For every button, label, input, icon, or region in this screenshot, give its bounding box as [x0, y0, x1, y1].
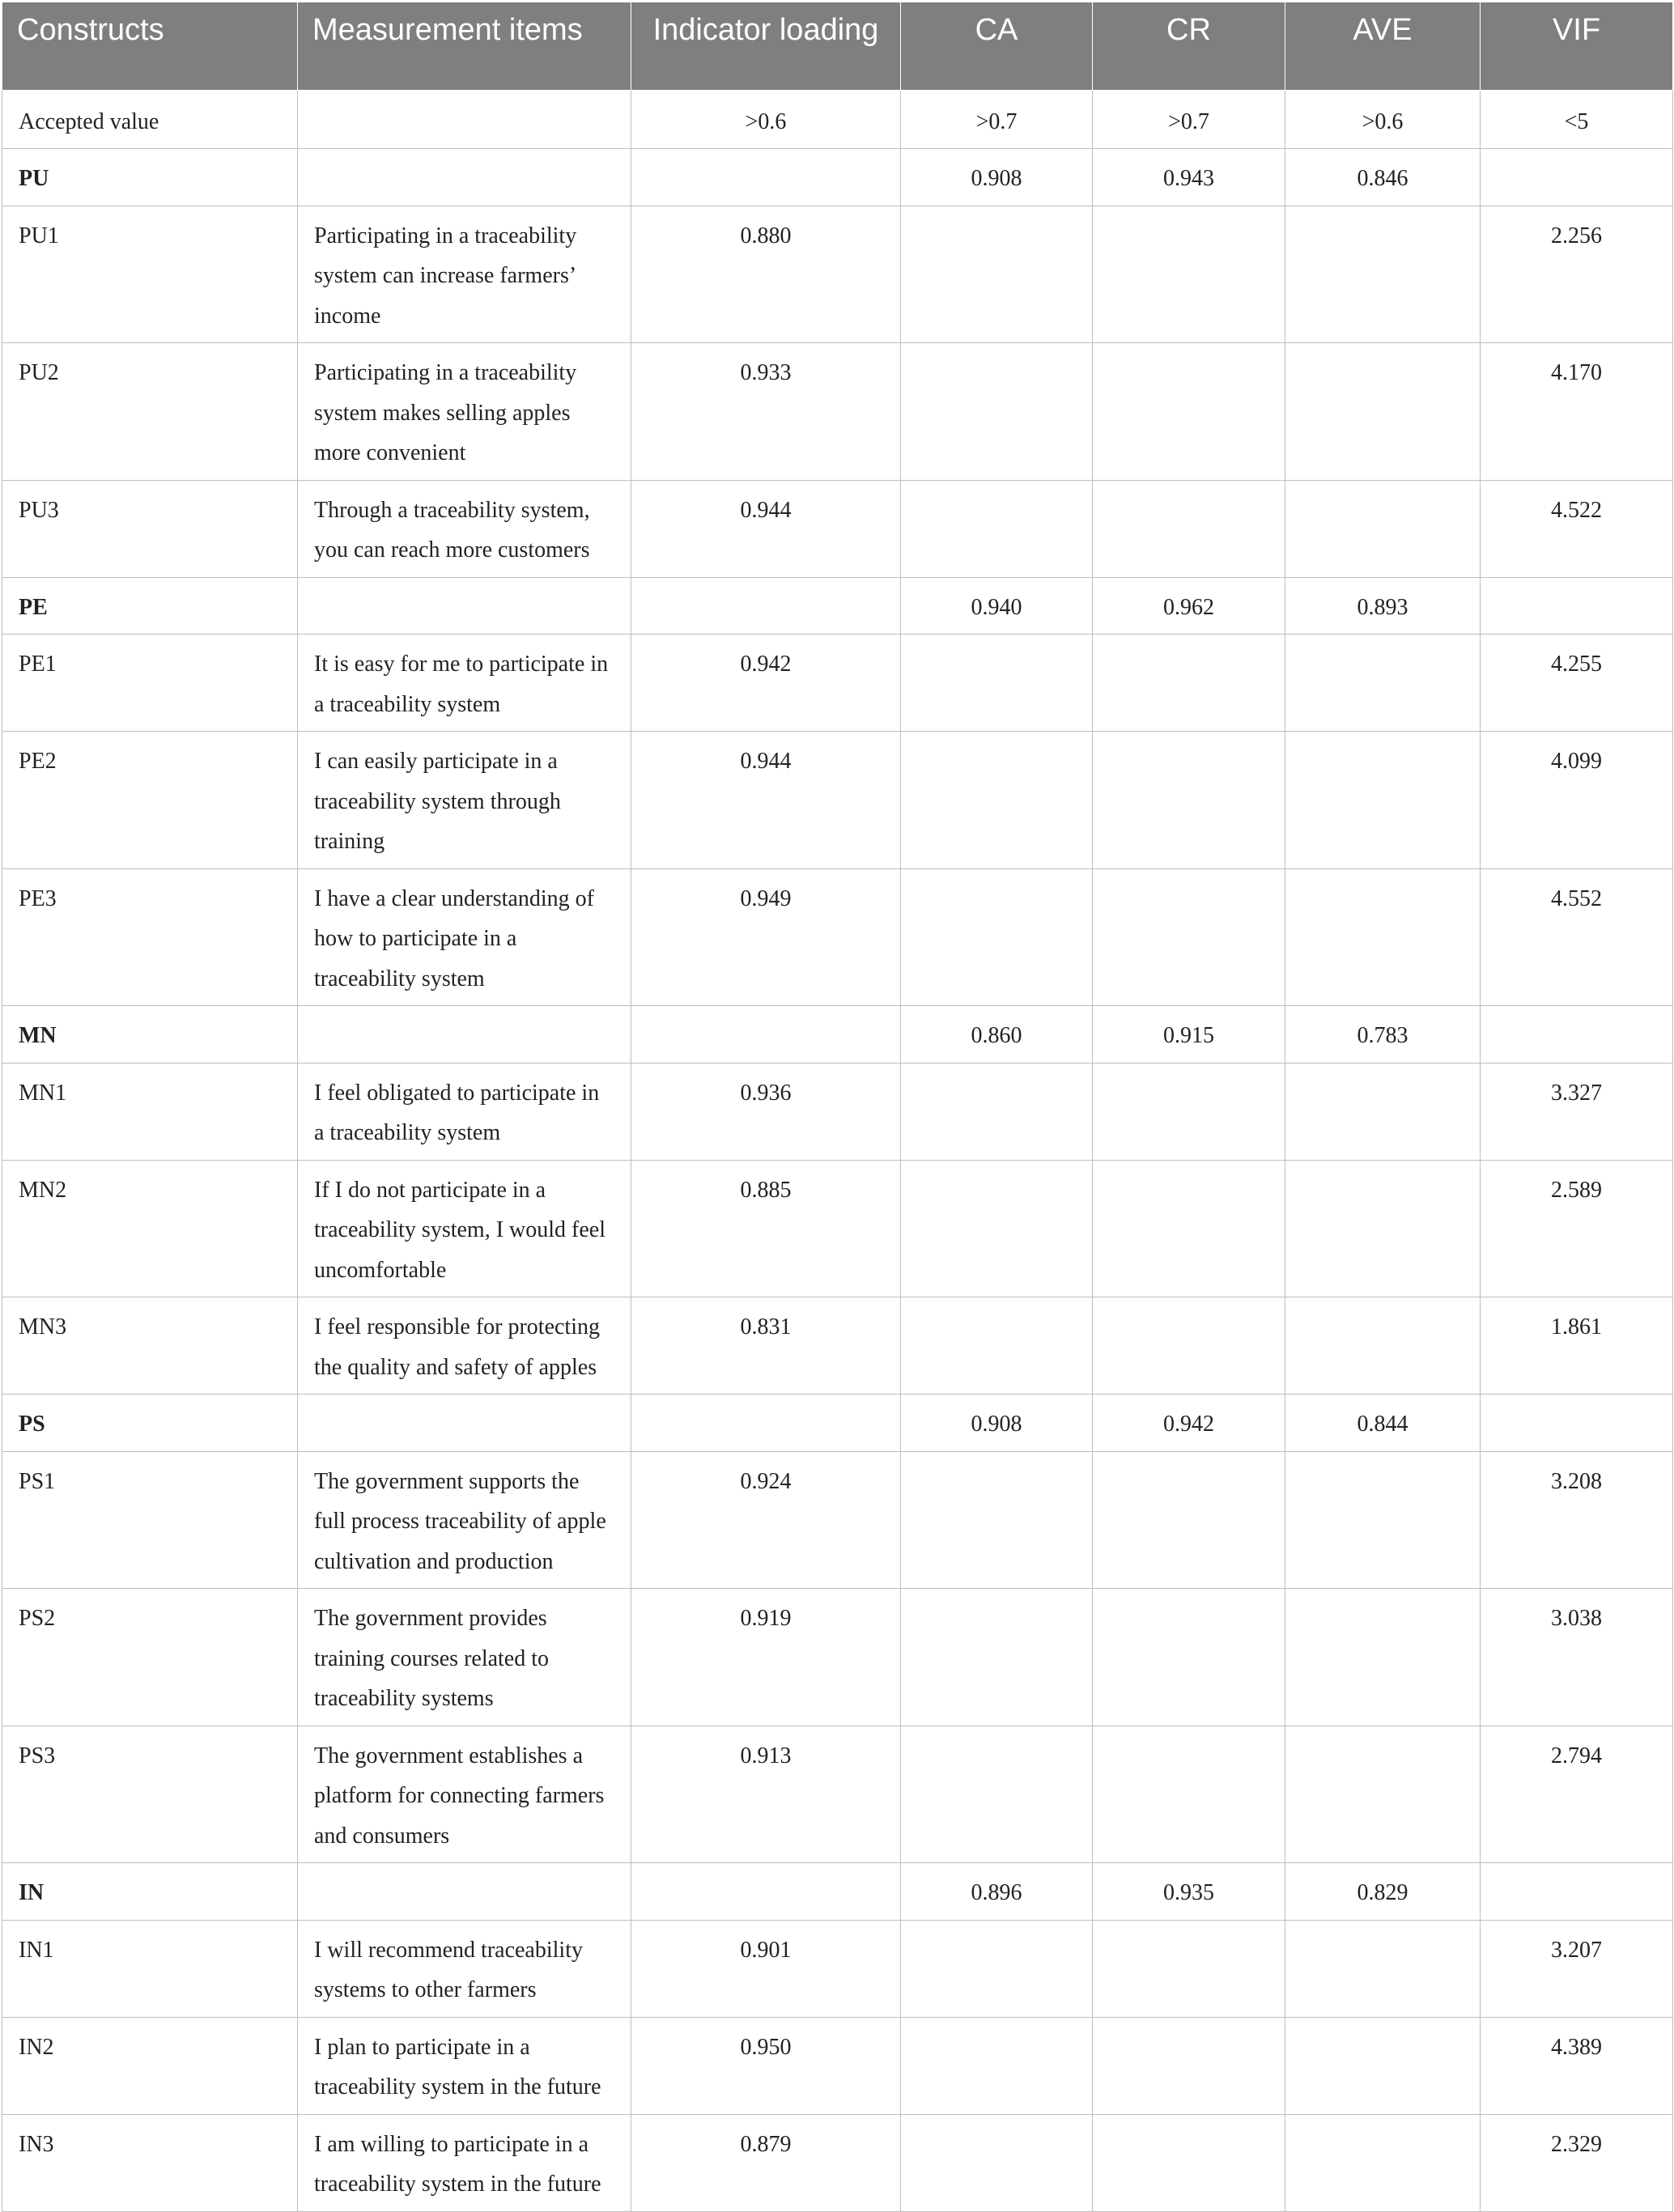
- item-vif: 3.038: [1481, 1589, 1673, 1726]
- construct-loading-cell: [631, 1395, 901, 1452]
- item-code: PU3: [2, 480, 298, 577]
- table-body: [2, 90, 1673, 2211]
- item-text: Through a traceability system, you can reach more customers: [298, 480, 631, 577]
- item-text: I feel responsible for protecting the quality and safety of apples: [298, 1297, 631, 1395]
- item-cr-cell: [1093, 206, 1285, 343]
- item-loading: 0.950: [631, 2017, 901, 2114]
- construct-row: [2, 1395, 1673, 1452]
- item-row: [2, 1726, 1673, 1863]
- item-text: The government establishes a platform for connecting farmers and consumers: [298, 1726, 631, 1863]
- item-text: I plan to participate in a traceability system in the future: [298, 2017, 631, 2114]
- header-indicator-loading: Indicator loading: [631, 2, 901, 90]
- construct-vif-cell: [1481, 577, 1673, 635]
- item-loading: 0.944: [631, 480, 901, 577]
- item-loading: 0.919: [631, 1589, 901, 1726]
- item-vif: 2.589: [1481, 1160, 1673, 1297]
- table-header: [2, 2, 1673, 90]
- construct-name: IN: [2, 1863, 298, 1921]
- item-row: [2, 732, 1673, 869]
- item-cr-cell: [1093, 1920, 1285, 2017]
- item-code: PS2: [2, 1589, 298, 1726]
- item-ca-cell: [901, 868, 1093, 1006]
- item-loading: 0.901: [631, 1920, 901, 2017]
- construct-name: PS: [2, 1395, 298, 1452]
- item-loading: 0.885: [631, 1160, 901, 1297]
- header-cr: CR: [1093, 2, 1285, 90]
- construct-ave: 0.893: [1285, 577, 1481, 635]
- item-loading: 0.880: [631, 206, 901, 343]
- item-code: PE2: [2, 732, 298, 869]
- item-loading: 0.942: [631, 635, 901, 732]
- item-row: [2, 635, 1673, 732]
- item-vif: 4.552: [1481, 868, 1673, 1006]
- item-row: [2, 206, 1673, 343]
- item-ave-cell: [1285, 2017, 1481, 2114]
- construct-cr: 0.915: [1093, 1006, 1285, 1064]
- item-cr-cell: [1093, 480, 1285, 577]
- construct-items-cell: [298, 577, 631, 635]
- item-loading: 0.831: [631, 1297, 901, 1395]
- item-cr-cell: [1093, 1451, 1285, 1589]
- construct-name: PU: [2, 149, 298, 206]
- item-cr-cell: [1093, 2017, 1285, 2114]
- item-code: PS1: [2, 1451, 298, 1589]
- item-ca-cell: [901, 1589, 1093, 1726]
- item-ca-cell: [901, 1160, 1093, 1297]
- item-ca-cell: [901, 2114, 1093, 2211]
- construct-name: MN: [2, 1006, 298, 1064]
- item-ave-cell: [1285, 480, 1481, 577]
- item-ave-cell: [1285, 206, 1481, 343]
- construct-loading-cell: [631, 577, 901, 635]
- item-vif: 4.170: [1481, 343, 1673, 481]
- item-text: If I do not participate in a traceability system, I would feel uncomfortable: [298, 1160, 631, 1297]
- construct-ave: 0.783: [1285, 1006, 1481, 1064]
- item-row: [2, 1063, 1673, 1160]
- item-ave-cell: [1285, 1726, 1481, 1863]
- item-vif: 3.327: [1481, 1063, 1673, 1160]
- construct-ca: 0.896: [901, 1863, 1093, 1921]
- item-ave-cell: [1285, 1451, 1481, 1589]
- item-ave-cell: [1285, 868, 1481, 1006]
- item-text: It is easy for me to participate in a traceability system: [298, 635, 631, 732]
- item-ca-cell: [901, 635, 1093, 732]
- item-loading: 0.913: [631, 1726, 901, 1863]
- item-code: IN3: [2, 2114, 298, 2211]
- item-cr-cell: [1093, 1297, 1285, 1395]
- construct-vif-cell: [1481, 1006, 1673, 1064]
- item-cr-cell: [1093, 1726, 1285, 1863]
- item-code: MN1: [2, 1063, 298, 1160]
- construct-row: [2, 1006, 1673, 1064]
- construct-cr: 0.943: [1093, 149, 1285, 206]
- item-loading: 0.944: [631, 732, 901, 869]
- construct-loading-cell: [631, 1863, 901, 1921]
- item-loading: 0.933: [631, 343, 901, 481]
- item-code: PE1: [2, 635, 298, 732]
- construct-cr: 0.942: [1093, 1395, 1285, 1452]
- item-ca-cell: [901, 1451, 1093, 1589]
- item-ave-cell: [1285, 635, 1481, 732]
- header-ca: CA: [901, 2, 1093, 90]
- construct-ave: 0.846: [1285, 149, 1481, 206]
- item-ca-cell: [901, 2017, 1093, 2114]
- item-code: PU1: [2, 206, 298, 343]
- construct-items-cell: [298, 1395, 631, 1452]
- construct-loading-cell: [631, 149, 901, 206]
- item-code: PS3: [2, 1726, 298, 1863]
- item-vif: 4.522: [1481, 480, 1673, 577]
- construct-ca: 0.860: [901, 1006, 1093, 1064]
- item-ave-cell: [1285, 1589, 1481, 1726]
- construct-row: [2, 577, 1673, 635]
- item-vif: 2.794: [1481, 1726, 1673, 1863]
- construct-cr: 0.935: [1093, 1863, 1285, 1921]
- item-ca-cell: [901, 206, 1093, 343]
- item-vif: 4.099: [1481, 732, 1673, 869]
- construct-vif-cell: [1481, 1395, 1673, 1452]
- item-cr-cell: [1093, 343, 1285, 481]
- construct-ca: 0.940: [901, 577, 1093, 635]
- item-row: [2, 1920, 1673, 2017]
- header-ave: AVE: [1285, 2, 1481, 90]
- construct-items-cell: [298, 1863, 631, 1921]
- item-ca-cell: [901, 480, 1093, 577]
- construct-vif-cell: [1481, 149, 1673, 206]
- accepted-items-cell: [298, 90, 631, 149]
- accepted-vif: <5: [1481, 90, 1673, 149]
- accepted-value-row: [2, 90, 1673, 149]
- header-measurement-items: Measurement items: [298, 2, 631, 90]
- accepted-ave: >0.6: [1285, 90, 1481, 149]
- item-row: [2, 1297, 1673, 1395]
- header-row: [2, 2, 1673, 90]
- item-vif: 2.329: [1481, 2114, 1673, 2211]
- item-vif: 4.389: [1481, 2017, 1673, 2114]
- item-row: [2, 1160, 1673, 1297]
- item-cr-cell: [1093, 635, 1285, 732]
- item-text: Participating in a traceability system can increase farmers’ income: [298, 206, 631, 343]
- item-text: I can easily participate in a traceability system through training: [298, 732, 631, 869]
- item-text: Participating in a traceability system makes selling apples more convenient: [298, 343, 631, 481]
- item-ave-cell: [1285, 732, 1481, 869]
- item-code: MN3: [2, 1297, 298, 1395]
- item-ca-cell: [901, 1297, 1093, 1395]
- item-text: I feel obligated to participate in a traceability system: [298, 1063, 631, 1160]
- item-ca-cell: [901, 732, 1093, 869]
- item-ave-cell: [1285, 343, 1481, 481]
- construct-ca: 0.908: [901, 149, 1093, 206]
- item-loading: 0.879: [631, 2114, 901, 2211]
- item-ave-cell: [1285, 1297, 1481, 1395]
- accepted-cr: >0.7: [1093, 90, 1285, 149]
- item-cr-cell: [1093, 868, 1285, 1006]
- construct-ca: 0.908: [901, 1395, 1093, 1452]
- item-ave-cell: [1285, 1160, 1481, 1297]
- item-row: [2, 343, 1673, 481]
- item-vif: 1.861: [1481, 1297, 1673, 1395]
- construct-cr: 0.962: [1093, 577, 1285, 635]
- item-row: [2, 868, 1673, 1006]
- accepted-label: Accepted value: [2, 90, 298, 149]
- item-text: The government supports the full process traceability of apple cultivation and production: [298, 1451, 631, 1589]
- item-cr-cell: [1093, 1589, 1285, 1726]
- item-ave-cell: [1285, 1920, 1481, 2017]
- accepted-ca: >0.7: [901, 90, 1093, 149]
- item-loading: 0.924: [631, 1451, 901, 1589]
- item-vif: 4.255: [1481, 635, 1673, 732]
- construct-items-cell: [298, 1006, 631, 1064]
- item-ave-cell: [1285, 1063, 1481, 1160]
- item-row: [2, 1451, 1673, 1589]
- header-vif: VIF: [1481, 2, 1673, 90]
- item-row: [2, 1589, 1673, 1726]
- item-vif: 3.207: [1481, 1920, 1673, 2017]
- item-cr-cell: [1093, 2114, 1285, 2211]
- accepted-loading: >0.6: [631, 90, 901, 149]
- header-constructs: Constructs: [2, 2, 298, 90]
- item-ca-cell: [901, 343, 1093, 481]
- construct-loading-cell: [631, 1006, 901, 1064]
- construct-ave: 0.844: [1285, 1395, 1481, 1452]
- item-text: I have a clear understanding of how to participate in a traceability system: [298, 868, 631, 1006]
- item-loading: 0.949: [631, 868, 901, 1006]
- item-cr-cell: [1093, 1160, 1285, 1297]
- item-code: IN1: [2, 1920, 298, 2017]
- item-code: PU2: [2, 343, 298, 481]
- measurement-table: [2, 2, 1673, 2212]
- item-loading: 0.936: [631, 1063, 901, 1160]
- item-ave-cell: [1285, 2114, 1481, 2211]
- item-code: IN2: [2, 2017, 298, 2114]
- item-vif: 2.256: [1481, 206, 1673, 343]
- item-text: The government provides training courses related to traceability systems: [298, 1589, 631, 1726]
- construct-vif-cell: [1481, 1863, 1673, 1921]
- construct-row: [2, 1863, 1673, 1921]
- item-row: [2, 2114, 1673, 2211]
- item-code: PE3: [2, 868, 298, 1006]
- item-text: I will recommend traceability systems to other farmers: [298, 1920, 631, 2017]
- item-code: MN2: [2, 1160, 298, 1297]
- construct-name: PE: [2, 577, 298, 635]
- construct-items-cell: [298, 149, 631, 206]
- item-vif: 3.208: [1481, 1451, 1673, 1589]
- construct-ave: 0.829: [1285, 1863, 1481, 1921]
- item-row: [2, 480, 1673, 577]
- item-cr-cell: [1093, 732, 1285, 869]
- item-text: I am willing to participate in a traceability system in the future: [298, 2114, 631, 2211]
- item-ca-cell: [901, 1920, 1093, 2017]
- item-cr-cell: [1093, 1063, 1285, 1160]
- item-ca-cell: [901, 1726, 1093, 1863]
- construct-row: [2, 149, 1673, 206]
- item-row: [2, 2017, 1673, 2114]
- item-ca-cell: [901, 1063, 1093, 1160]
